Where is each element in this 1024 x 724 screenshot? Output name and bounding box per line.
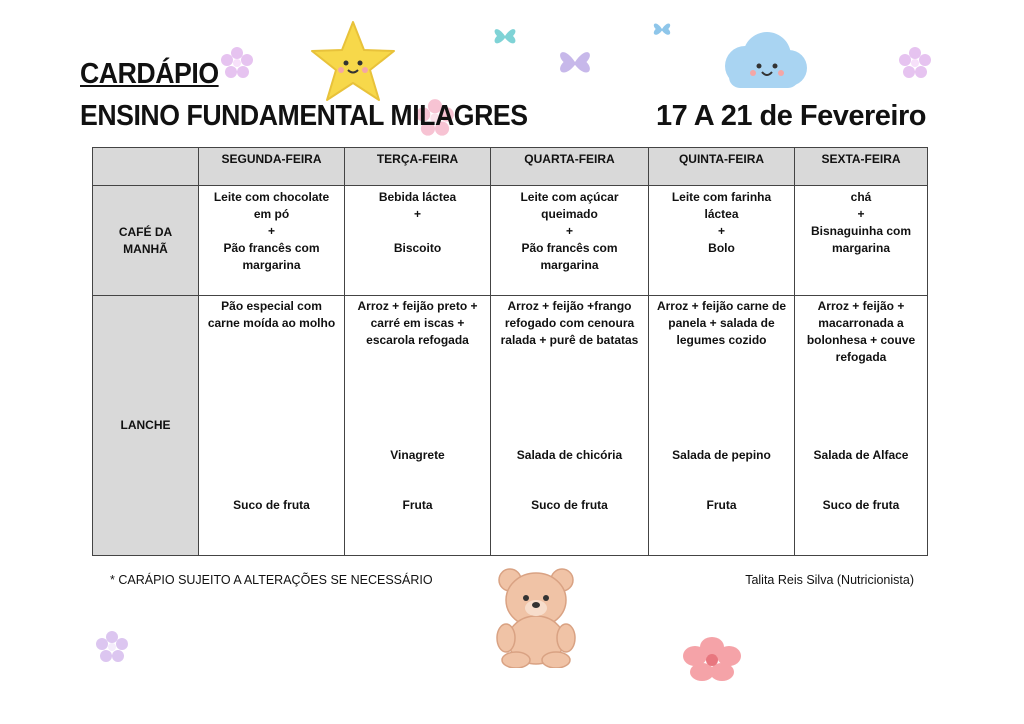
day-header: QUARTA-FEIRA (491, 148, 649, 186)
breakfast-cell: chá + Bisnaguinha com margarina (795, 186, 928, 296)
school-name: ENSINO FUNDAMENTAL MILAGRES (80, 100, 528, 132)
flower-icon (220, 46, 254, 80)
butterfly-icon (553, 42, 597, 82)
table-header-row (93, 148, 928, 186)
lunch-label: LANCHE (93, 296, 199, 556)
breakfast-row (93, 186, 928, 296)
breakfast-cell: Leite com farinha láctea + Bolo (649, 186, 795, 296)
flower-icon (95, 630, 129, 664)
butterfly-icon (651, 18, 673, 40)
breakfast-cell: Leite com açúcar queimado + Pão francês com margarina (491, 186, 649, 296)
day-header: SEGUNDA-FEIRA (199, 148, 345, 186)
corner-cell (93, 148, 199, 186)
butterfly-icon (491, 22, 519, 50)
lunch-cell: Arroz + feijão + macarronada a bolonhesa + couve refogada Salada de Alface Suco de fruta (795, 296, 928, 556)
menu-title: CARDÁPIO (80, 58, 219, 90)
breakfast-label: CAFÉ DA MANHÃ (93, 186, 199, 296)
day-header: QUINTA-FEIRA (649, 148, 795, 186)
breakfast-cell: Bebida láctea + Biscoito (345, 186, 491, 296)
star-icon (308, 18, 398, 104)
teddy-bear-icon (488, 566, 584, 668)
menu-table (92, 147, 928, 556)
lunch-cell: Arroz + feijão +frango refogado com cenoura ralada + purê de batatas Salada de chicória Suco de fruta (491, 296, 649, 556)
disclaimer-note: * CARÁPIO SUJEITO A ALTERAÇÕES SE NECESSÁRIO (110, 573, 433, 587)
breakfast-cell: Leite com chocolate em pó + Pão francês com margarina (199, 186, 345, 296)
lunch-cell: Pão especial com carne moída ao molho Suco de fruta (199, 296, 345, 556)
nutritionist-signature: Talita Reis Silva (Nutricionista) (745, 573, 914, 587)
flower-icon (898, 46, 932, 80)
lunch-row (93, 296, 928, 556)
date-range: 17 A 21 de Fevereiro (656, 100, 926, 132)
lunch-cell: Arroz + feijão preto + carré em iscas + escarola refogada Vinagrete Fruta (345, 296, 491, 556)
cloud-icon (715, 28, 811, 98)
flower-icon (683, 636, 741, 682)
day-header: SEXTA-FEIRA (795, 148, 928, 186)
lunch-cell: Arroz + feijão carne de panela + salada de legumes cozido Salada de pepino Fruta (649, 296, 795, 556)
day-header: TERÇA-FEIRA (345, 148, 491, 186)
